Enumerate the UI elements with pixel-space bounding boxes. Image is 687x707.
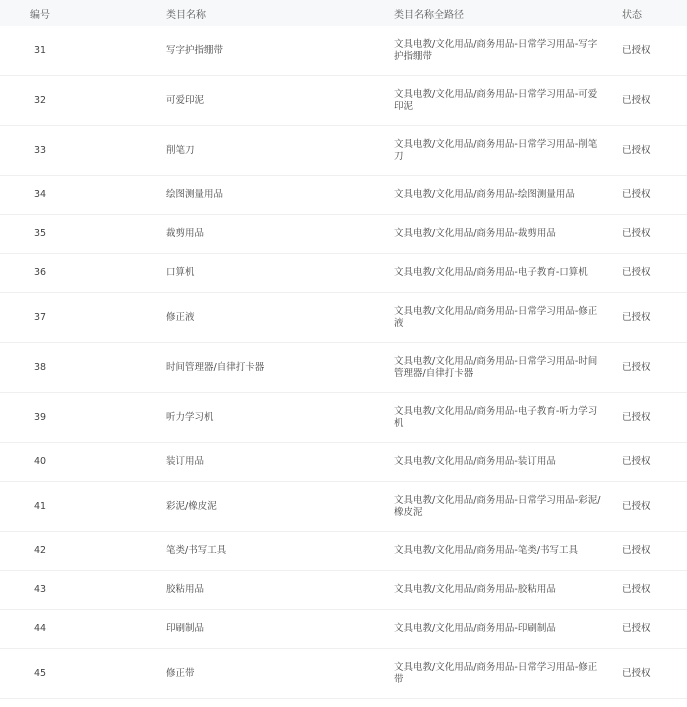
row-path: 文具电教/文化用品/商务用品-日常学习用品-彩泥/橡皮泥 (394, 482, 622, 532)
header-row (0, 0, 687, 26)
table-row[interactable] (0, 254, 687, 293)
header-name: 类目名称 (166, 0, 394, 26)
row-id: 37 (0, 293, 166, 343)
row-path: 文具电教/文化用品/商务用品-电子教育-口算机 (394, 254, 622, 293)
row-path: 文具电教/文化用品/商务用品-笔类/书写工具 (394, 532, 622, 571)
table-row[interactable] (0, 443, 687, 482)
row-id: 44 (0, 610, 166, 649)
table-row[interactable] (0, 532, 687, 571)
table-row[interactable] (0, 293, 687, 343)
table-row[interactable] (0, 176, 687, 215)
row-status: 已授权 (622, 293, 687, 343)
row-id: 34 (0, 176, 166, 215)
row-path: 文具电教/文化用品/商务用品-绘图测量用品 (394, 176, 622, 215)
row-name: 修正带 (166, 649, 394, 699)
row-name: 听力学习机 (166, 393, 394, 443)
row-name: 修正液 (166, 293, 394, 343)
row-id: 43 (0, 571, 166, 610)
row-id: 45 (0, 649, 166, 699)
row-id: 32 (0, 76, 166, 126)
row-id: 41 (0, 482, 166, 532)
table-row[interactable] (0, 649, 687, 699)
row-name: 写字护指绷带 (166, 26, 394, 76)
row-id: 31 (0, 26, 166, 76)
table-header (0, 0, 687, 26)
row-name: 彩泥/橡皮泥 (166, 482, 394, 532)
row-path: 文具电教/文化用品/商务用品-胶粘用品 (394, 571, 622, 610)
table-row[interactable] (0, 482, 687, 532)
row-status: 已授权 (622, 482, 687, 532)
row-name: 绘图测量用品 (166, 176, 394, 215)
row-id: 36 (0, 254, 166, 293)
row-name: 时间管理器/自律打卡器 (166, 343, 394, 393)
row-name: 印刷制品 (166, 610, 394, 649)
row-status: 已授权 (622, 254, 687, 293)
row-name: 口算机 (166, 254, 394, 293)
table-row[interactable] (0, 76, 687, 126)
row-id: 35 (0, 215, 166, 254)
table-body (0, 26, 687, 699)
table-row[interactable] (0, 393, 687, 443)
row-status: 已授权 (622, 610, 687, 649)
row-status: 已授权 (622, 443, 687, 482)
row-status: 已授权 (622, 532, 687, 571)
row-name: 裁剪用品 (166, 215, 394, 254)
table-row[interactable] (0, 126, 687, 176)
header-status: 状态 (622, 0, 687, 26)
row-path: 文具电教/文化用品/商务用品-印刷制品 (394, 610, 622, 649)
row-name: 胶粘用品 (166, 571, 394, 610)
row-path: 文具电教/文化用品/商务用品-日常学习用品-削笔刀 (394, 126, 622, 176)
row-status: 已授权 (622, 26, 687, 76)
header-id: 编号 (0, 0, 166, 26)
row-status: 已授权 (622, 393, 687, 443)
row-path: 文具电教/文化用品/商务用品-装订用品 (394, 443, 622, 482)
row-path: 文具电教/文化用品/商务用品-裁剪用品 (394, 215, 622, 254)
row-path: 文具电教/文化用品/商务用品-电子教育-听力学习机 (394, 393, 622, 443)
table-row[interactable] (0, 571, 687, 610)
row-id: 33 (0, 126, 166, 176)
row-path: 文具电教/文化用品/商务用品-日常学习用品-写字护指绷带 (394, 26, 622, 76)
row-path: 文具电教/文化用品/商务用品-日常学习用品-时间管理器/自律打卡器 (394, 343, 622, 393)
table-row[interactable] (0, 343, 687, 393)
table-row[interactable] (0, 610, 687, 649)
table-row[interactable] (0, 215, 687, 254)
row-status: 已授权 (622, 126, 687, 176)
row-status: 已授权 (622, 215, 687, 254)
row-name: 装订用品 (166, 443, 394, 482)
row-status: 已授权 (622, 343, 687, 393)
row-path: 文具电教/文化用品/商务用品-日常学习用品-修正液 (394, 293, 622, 343)
row-name: 削笔刀 (166, 126, 394, 176)
row-path: 文具电教/文化用品/商务用品-日常学习用品-可爱印泥 (394, 76, 622, 126)
row-name: 可爱印泥 (166, 76, 394, 126)
row-id: 40 (0, 443, 166, 482)
row-id: 39 (0, 393, 166, 443)
row-status: 已授权 (622, 649, 687, 699)
row-status: 已授权 (622, 76, 687, 126)
row-status: 已授权 (622, 571, 687, 610)
table-row[interactable] (0, 26, 687, 76)
row-id: 42 (0, 532, 166, 571)
row-name: 笔类/书写工具 (166, 532, 394, 571)
row-path: 文具电教/文化用品/商务用品-日常学习用品-修正带 (394, 649, 622, 699)
row-status: 已授权 (622, 176, 687, 215)
row-id: 38 (0, 343, 166, 393)
header-path: 类目名称全路径 (394, 0, 622, 26)
